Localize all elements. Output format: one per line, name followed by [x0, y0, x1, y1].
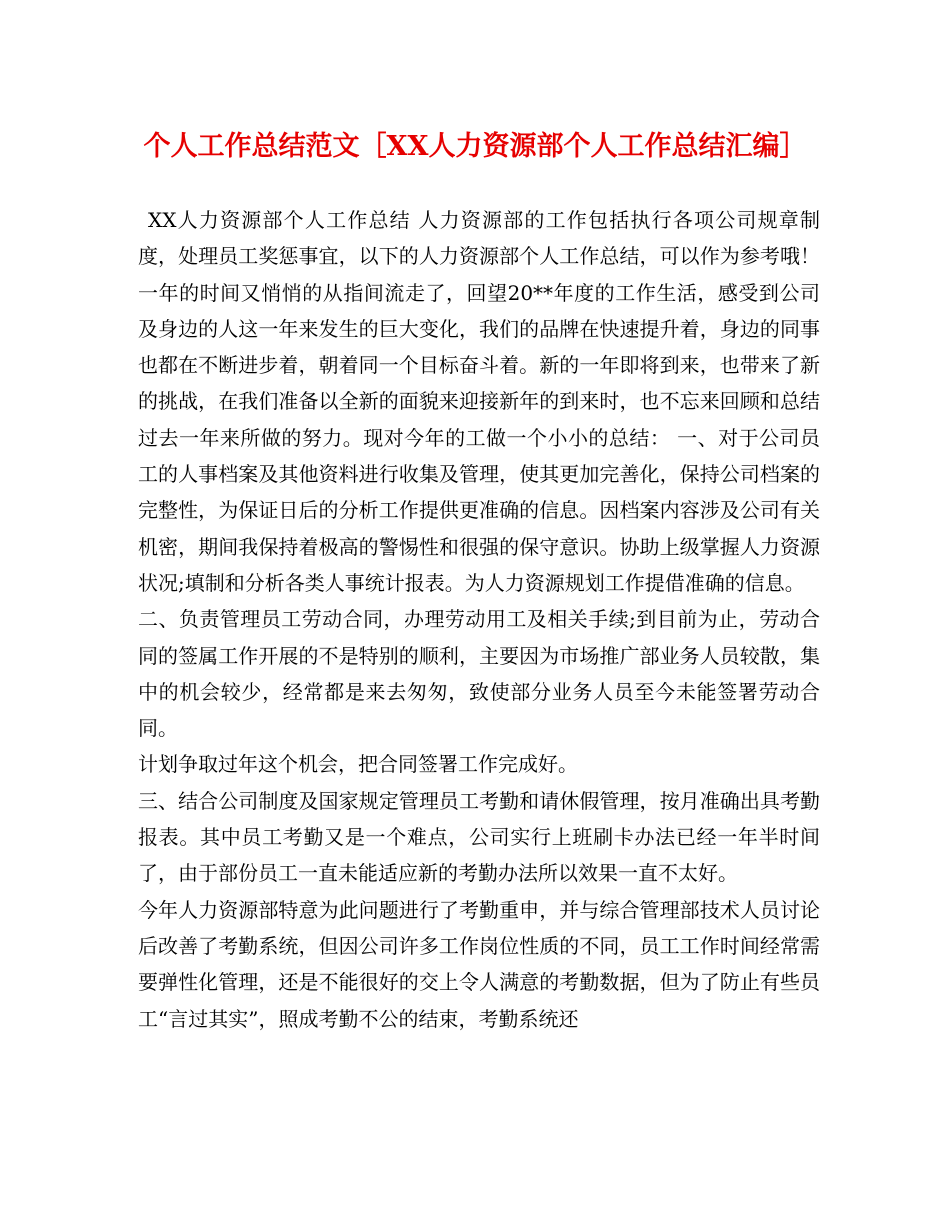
body-paragraph-4: 三、结合公司制度及国家规定管理员工考勤和请休假管理，按月准确出具考勤报表。其中员工考勤又是一个难点，公司实行上班刷卡办法已经一年半时间了，由于部份员工一直未能适应新的考勤办法所以效果一直不太好。	[138, 788, 820, 886]
body-paragraph-2: 二、负责管理员工劳动合同，办理劳动用工及相关手续;到目前为止，劳动合同的签属工作开展的不是特别的顺利，主要因为市场推广部业务人员较散，集中的机会较少，经常都是来去匆匆，致使部分业务人员至今未能签署劳动合同。	[138, 607, 820, 741]
body-paragraph-1: XX人力资源部个人工作总结 人力资源部的工作包括执行各项公司规章制度，处理员工奖惩事宜，以下的人力资源部个人工作总结，可以作为参考哦！ 一年的时间又悄悄的从指间流走了，回望20**年度的工作生活，感受到公司及身边的人这一年来发生的巨大变化，我们的品牌在快速提升着，身边的同事也都在不断进步着，朝着同一个目标奋斗着。新的一年即将到来，也带来了新的挑战，在我们准备以全新的面貌来迎接新年的到来时，也不忘来回顾和总结过去一年来所做的努力。现对今年的工做一个小小的总结： 一、对于公司员工的人事档案及其他资料进行收集及管理，使其更加完善化，保持公司档案的完整性，为保证日后的分析工作提供更准确的信息。因档案内容涉及公司有关机密，期间我保持着极高的警惕性和很强的保守意识。协助上级掌握人力资源状况;填制和分析各类人事统计报表。为人力资源规划工作提借准确的信息。	[138, 208, 820, 595]
body-paragraph-5: 今年人力资源部特意为此问题进行了考勤重申，并与综合管理部技术人员讨论后改善了考勤系统，但因公司许多工作岗位性质的不同，员工工作时间经常需要弹性化管理，还是不能很好的交上令人满意的考勤数据，但为了防止有些员工“言过其实”，照成考勤不公的结束，考勤系统还	[138, 897, 820, 1031]
document-body	[138, 202, 820, 1037]
document-title: 个人工作总结范文［XX人力资源部个人工作总结汇编］	[143, 131, 807, 162]
body-paragraph-3: 计划争取过年这个机会，把合同签署工作完成好。	[138, 752, 578, 777]
